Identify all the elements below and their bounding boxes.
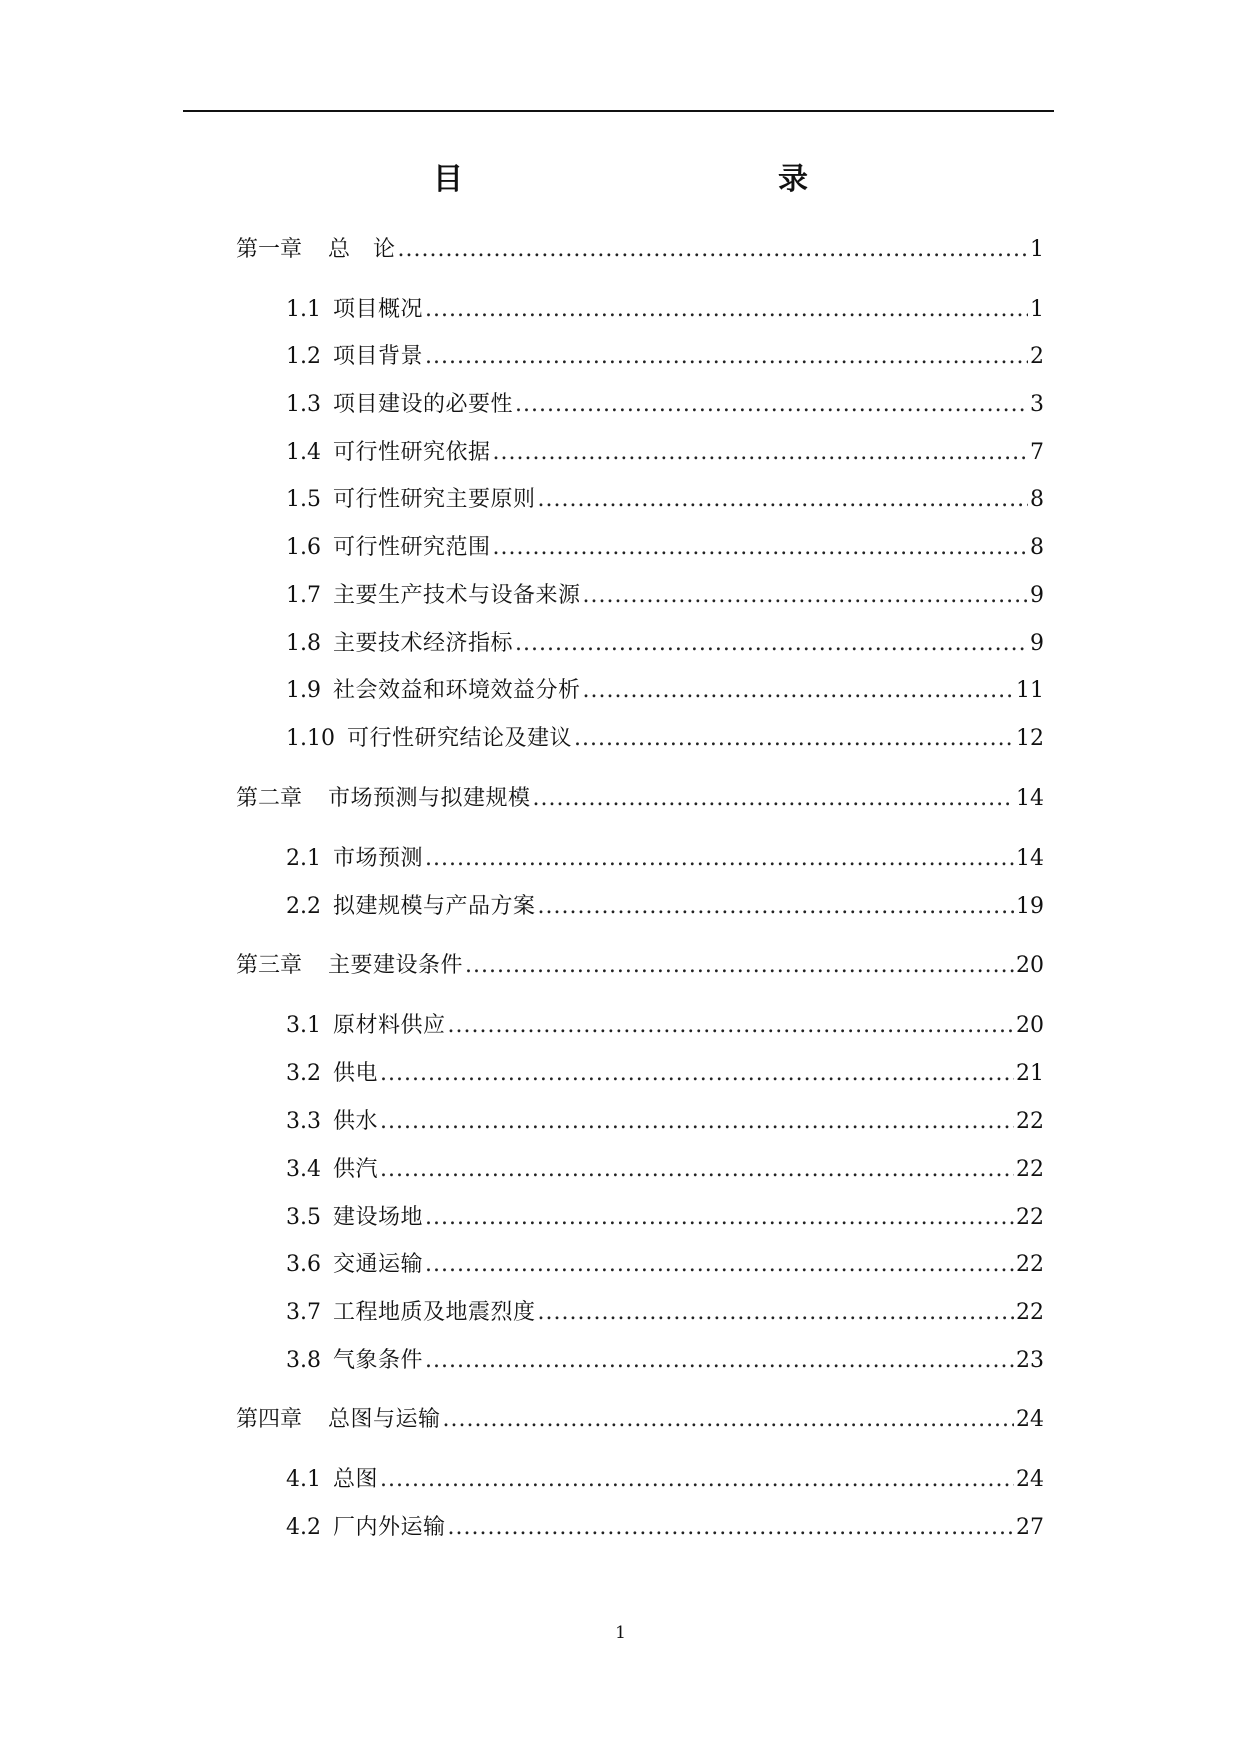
toc-entry-title: 项目背景 — [333, 344, 424, 369]
page-number: 1 — [615, 1623, 626, 1643]
toc-section-entry[interactable] — [286, 1346, 1044, 1376]
toc-entry-number: 3.4 — [286, 1157, 321, 1182]
toc-entry-number: 1.8 — [286, 631, 321, 656]
toc-entry-number: 1.9 — [286, 678, 321, 703]
toc-entry-title: 主要生产技术与设备来源 — [333, 583, 581, 608]
toc-entry-number: 4.1 — [286, 1467, 321, 1492]
toc-entry-number: 2.2 — [286, 894, 321, 919]
toc-entry-number: 3.6 — [286, 1252, 321, 1277]
toc-chapter-entry[interactable] — [236, 951, 1044, 981]
toc-entry-number: 1.3 — [286, 392, 321, 417]
toc-entry-title: 项目建设的必要性 — [333, 392, 514, 417]
toc-section-entry[interactable] — [286, 1107, 1044, 1137]
toc-dot-leader — [380, 1059, 1014, 1089]
toc-entry-title: 建设场地 — [333, 1205, 424, 1230]
toc-entry-page: 11 — [1016, 678, 1044, 703]
toc-dot-leader — [425, 1346, 1014, 1376]
toc-section-entry[interactable] — [286, 342, 1044, 372]
toc-dot-leader — [538, 1298, 1014, 1328]
toc-dot-leader — [380, 1107, 1014, 1137]
toc-entry-number: 3.7 — [286, 1300, 321, 1325]
toc-entry-page: 9 — [1030, 631, 1044, 656]
toc-entry-page: 3 — [1030, 392, 1044, 417]
toc-section-entry[interactable] — [286, 892, 1044, 922]
toc-dot-leader — [425, 1203, 1014, 1233]
toc-section-entry[interactable] — [286, 533, 1044, 563]
toc-section-entry[interactable] — [286, 1250, 1044, 1280]
toc-dot-leader — [425, 844, 1014, 874]
toc-entry-page: 24 — [1016, 1407, 1044, 1432]
toc-section-entry[interactable] — [286, 724, 1044, 754]
toc-entry-title: 主要建设条件 — [328, 953, 464, 978]
toc-entry-title: 可行性研究依据 — [333, 440, 491, 465]
toc-dot-leader — [380, 1465, 1014, 1495]
header-rule — [183, 110, 1054, 112]
toc-entry-title: 厂内外运输 — [333, 1515, 446, 1540]
toc-entry-title: 可行性研究结论及建议 — [346, 726, 572, 751]
toc-entry-title: 社会效益和环境效益分析 — [333, 678, 581, 703]
toc-entry-number: 第四章 — [236, 1407, 303, 1432]
toc-entry-number: 1.2 — [286, 344, 321, 369]
toc-section-entry[interactable] — [286, 1011, 1044, 1041]
toc-entry-number: 1.1 — [286, 297, 321, 322]
toc-entry-number: 1.10 — [286, 726, 335, 751]
toc-dot-leader — [493, 533, 1028, 563]
toc-dot-leader — [583, 581, 1028, 611]
toc-entry-number: 1.4 — [286, 440, 321, 465]
toc-entry-page: 22 — [1016, 1252, 1044, 1277]
toc-section-entry[interactable] — [286, 485, 1044, 515]
toc-entry-page: 22 — [1016, 1109, 1044, 1134]
toc-entry-page: 12 — [1016, 726, 1044, 751]
toc-dot-leader — [533, 784, 1014, 814]
toc-entry-number: 3.3 — [286, 1109, 321, 1134]
toc-dot-leader — [448, 1513, 1014, 1543]
toc-entry-number: 1.6 — [286, 535, 321, 560]
toc-section-entry[interactable] — [286, 1203, 1044, 1233]
toc-entry-title: 市场预测与拟建规模 — [328, 786, 531, 811]
toc-chapter-entry[interactable] — [236, 784, 1044, 814]
toc-entry-page: 20 — [1016, 953, 1044, 978]
toc-entry-page: 2 — [1030, 344, 1044, 369]
toc-entry-number: 1.5 — [286, 487, 321, 512]
toc-chapter-entry[interactable] — [236, 1405, 1044, 1435]
toc-dot-leader — [574, 724, 1014, 754]
toc-dot-leader — [425, 342, 1028, 372]
toc-entry-number: 3.8 — [286, 1348, 321, 1373]
toc-dot-leader — [538, 485, 1028, 515]
toc-dot-leader — [380, 1155, 1014, 1185]
toc-entry-number: 第三章 — [236, 953, 303, 978]
toc-entry-page: 7 — [1030, 440, 1044, 465]
toc-entry-title: 交通运输 — [333, 1252, 424, 1277]
toc-dot-leader — [515, 390, 1028, 420]
toc-dot-leader — [583, 676, 1014, 706]
toc-entry-number: 3.2 — [286, 1061, 321, 1086]
toc-section-entry[interactable] — [286, 1298, 1044, 1328]
toc-entry-page: 8 — [1030, 487, 1044, 512]
toc-entry-page: 9 — [1030, 583, 1044, 608]
toc-chapter-entry[interactable] — [236, 235, 1044, 265]
toc-dot-leader — [425, 1250, 1014, 1280]
toc-entry-page: 22 — [1016, 1157, 1044, 1182]
toc-entry-number: 第一章 — [236, 237, 303, 262]
toc-dot-leader — [538, 892, 1014, 922]
toc-entry-page: 8 — [1030, 535, 1044, 560]
toc-section-entry[interactable] — [286, 629, 1044, 659]
toc-dot-leader — [493, 438, 1028, 468]
toc-dot-leader — [515, 629, 1028, 659]
toc-entry-title: 可行性研究范围 — [333, 535, 491, 560]
toc-entry-number: 4.2 — [286, 1515, 321, 1540]
toc-entry-page: 19 — [1016, 894, 1044, 919]
toc-entry-number: 3.5 — [286, 1205, 321, 1230]
toc-entry-title: 项目概况 — [333, 297, 424, 322]
toc-section-entry[interactable] — [286, 581, 1044, 611]
toc-entry-title: 总 论 — [328, 237, 396, 262]
toc-title: 目 录 — [433, 162, 893, 197]
toc-entry-title: 市场预测 — [333, 846, 424, 871]
toc-section-entry[interactable] — [286, 295, 1044, 325]
toc-entry-title: 总图 — [333, 1467, 379, 1492]
toc-dot-leader — [443, 1405, 1014, 1435]
toc-dot-leader — [465, 951, 1014, 981]
toc-entry-number: 1.7 — [286, 583, 321, 608]
toc-entry-page: 23 — [1016, 1348, 1044, 1373]
toc-entry-title: 供汽 — [333, 1157, 379, 1182]
toc-entry-page: 14 — [1016, 846, 1044, 871]
toc-entry-page: 1 — [1030, 237, 1044, 262]
toc-section-entry[interactable] — [286, 1513, 1044, 1543]
toc-entry-title: 可行性研究主要原则 — [333, 487, 536, 512]
toc-entry-title: 拟建规模与产品方案 — [333, 894, 536, 919]
toc-entry-title: 供水 — [333, 1109, 379, 1134]
toc-dot-leader — [448, 1011, 1014, 1041]
toc-entry-page: 20 — [1016, 1013, 1044, 1038]
toc-section-entry[interactable] — [286, 1465, 1044, 1495]
toc-section-entry[interactable] — [286, 676, 1044, 706]
toc-entry-number: 3.1 — [286, 1013, 321, 1038]
toc-entry-page: 22 — [1016, 1205, 1044, 1230]
toc-entry-title: 原材料供应 — [333, 1013, 446, 1038]
toc-entry-page: 21 — [1016, 1061, 1044, 1086]
toc-section-entry[interactable] — [286, 390, 1044, 420]
toc-entry-page: 14 — [1016, 786, 1044, 811]
toc-section-entry[interactable] — [286, 844, 1044, 874]
toc-entry-page: 24 — [1016, 1467, 1044, 1492]
toc-section-entry[interactable] — [286, 438, 1044, 468]
toc-dot-leader — [425, 295, 1028, 325]
toc-entry-number: 2.1 — [286, 846, 321, 871]
toc-dot-leader — [398, 235, 1028, 265]
toc-entry-page: 27 — [1016, 1515, 1044, 1540]
toc-entry-title: 供电 — [333, 1061, 379, 1086]
toc-entry-title: 工程地质及地震烈度 — [333, 1300, 536, 1325]
toc-section-entry[interactable] — [286, 1059, 1044, 1089]
toc-entry-page: 1 — [1030, 297, 1044, 322]
toc-entry-title: 总图与运输 — [328, 1407, 441, 1432]
toc-entry-page: 22 — [1016, 1300, 1044, 1325]
toc-entry-number: 第二章 — [236, 786, 303, 811]
toc-entry-title: 气象条件 — [333, 1348, 424, 1373]
toc-section-entry[interactable] — [286, 1155, 1044, 1185]
toc-entry-title: 主要技术经济指标 — [333, 631, 514, 656]
